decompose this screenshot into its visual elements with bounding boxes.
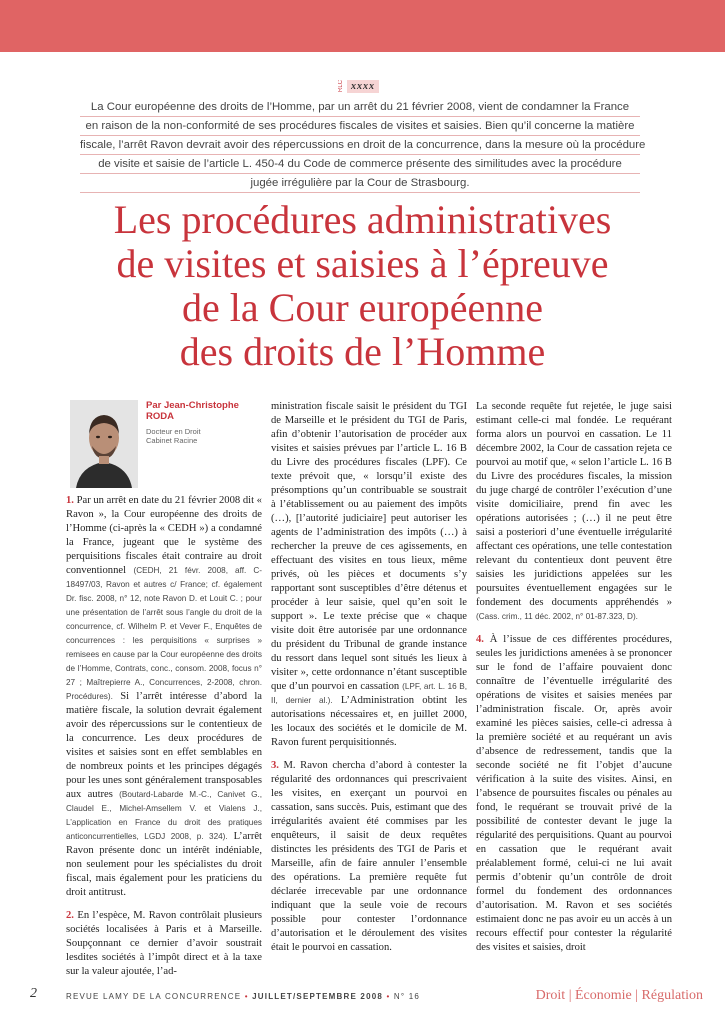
author-name: RODA — [146, 411, 174, 422]
paragraph-2-continued — [271, 400, 467, 750]
author-byline — [146, 400, 258, 445]
separator-dot: • — [244, 992, 249, 1001]
paragraph-number: 3. — [271, 760, 279, 771]
title-line: de visites et saisies à l’épreuve — [116, 241, 609, 286]
paragraph-text: L’Administration obtint les autorisations nécessaires et, en juillet 2000, les locaux des sociétés et le domicile de M. Ravon furent perquisitionnés. — [271, 695, 467, 748]
journal-number: N° 16 — [393, 992, 421, 1001]
journal-name: REVUE LAMY DE LA CONCURRENCE — [66, 992, 242, 1001]
author-role — [146, 427, 258, 445]
journal-issue: JUILLET/SEPTEMBRE 2008 — [252, 992, 384, 1001]
paragraph-3 — [271, 759, 467, 955]
paragraph-text: Si l’arrêt intéresse d’abord la matière fiscale, la solution devrait également avoir des répercussions sur le contentieux de la concurrence. Les deux procédures de visites et saisies sont en effet semblables en de nombreux points et les principes dégagés pour les unes sont généralement transposables aux autres — [66, 691, 262, 800]
intro-line: de visite et saisie de l’article L. 450-4 du Code de commerce présente des similitudes avec la procédure — [80, 155, 640, 174]
author-by: Par Jean-Christophe — [146, 400, 239, 411]
author-photo — [70, 400, 138, 488]
header-color-band — [0, 0, 725, 52]
article-title — [40, 198, 685, 374]
intro-line: La Cour européenne des droits de l’Homme, par un arrêt du 21 février 2008, vient de condamner la France — [80, 98, 640, 117]
column-3 — [476, 400, 672, 964]
page-number: 2 — [30, 986, 37, 1001]
journal-line — [66, 992, 420, 1001]
paragraph-1 — [66, 494, 262, 900]
page-footer — [0, 986, 725, 1010]
footnote-inline: (LPF, art. L. 16 B, II, dernier al.). — [271, 682, 467, 705]
column-2 — [271, 400, 467, 964]
paragraph-text: ministration fiscale saisit le président du TGI de Marseille et le président du TGI de Paris, afin d’obtenir l’autorisation de procéder aux visites et saisies prévues par l’article L. 16 B du Livre des procédures fiscales (LPF). Ce texte prévoit que, « lorsqu’il existe des présomptions qu’un contribuable se soustrait à l’établissement ou au paiement des impôts (…), [l’autorité judiciaire] peut autoriser les agents de l’administration des impôts (…) à rechercher la preuve de ces agissements, en effectuant des visites en tous lieux, même privés, où les pièces et documents s’y rapportant sont susceptibles d’être détenus et procéder à leur saisie, quel qu’en soit le support ». Le texte précise que « chaque visite doit être autorisée par une ordonnance du président du Tribunal de grande instance du ressort dans lequel sont situés les lieux à visiter », cette ordonnance n’étant susceptible que d’un pourvoi en cassation — [271, 401, 467, 692]
paragraph-number: 2. — [66, 910, 74, 921]
separator-dot: • — [386, 992, 391, 1001]
intro-line: en raison de la non-conformité de ses procédures fiscales de visites et saisies. Bien qu’il concerne la matière — [80, 117, 640, 136]
paragraph-text: En l’espèce, M. Ravon contrôlait plusieurs sociétés localisées à Paris et à Marseille. Soupçonnant ce dernier d’avoir soustrait lesdites sociétés à l’impôt direct et à la taxe sur la valeur ajoutée, l’ad- — [66, 910, 262, 977]
footer-sections: Droit | Économie | Régulation — [535, 988, 703, 1003]
footnote-inline: (Cass. crim., 11 déc. 2002, n° 01-87.323, D). — [476, 612, 638, 621]
rubric-side-label: RLC — [338, 79, 344, 92]
intro-line: fiscale, l’arrêt Ravon devrait avoir des répercussions en droit de la concurrence, dans la mesure où la procédure — [80, 136, 640, 155]
author-role-line: Cabinet Racine — [146, 436, 198, 445]
paragraph-number: 1. — [66, 495, 74, 506]
author-role-line: Docteur en Droit — [146, 427, 201, 436]
paragraph-text: À l’issue de ces différentes procédures, seules les juridictions amenées à se prononcer sur le fond de l’affaire pouvaient donc connaître de l’éventuelle irrégularité des opérations de visites et saisies menées par l’administration fiscale. Or, après avoir examiné les pièces saisies, celle-ci adressa à la première société et au requérant un avis d’absence de redressement, tandis que la seconde société ne fit l’objet d’aucune vérification à la suite des visites. Ainsi, en l’absence de poursuites fiscales ou pénales au fond, le requérant se trouvait privé de la possibilité de contester devant le juge la régularité des perquisitions. Quant au pourvoi en cassation que le requérant avait préalablement formé, celui-ci ne lui avait permis d’obtenir qu’un contrôle de droit formel du fondement des ordonnances d’autorisation. M. Ravon et ses sociétés estimaient donc ne pas avoir eu un accès à un recours effectif pour contester la régularité des visites et saisies, droit — [476, 634, 672, 953]
paragraph-4 — [476, 633, 672, 955]
footnote-inline: (CEDH, 21 févr. 2008, aff. C-18497/03, Ravon et autres c/ France; cf. également Dr. fisc. 2008, n° 12, note Ravon D. et Louit C. ; pour une présentation de l’arrêt sous l’angle du droit de la concurrence, cf. Wilhelm P. et Vever F., Enquêtes de concurrences : les perquisitions « surprises » remisees en cause par la Cour européenne des droits de l’Homme, Contrats, conc., consom. 2008, focus n° 27 ; Maîtrepierre A., Concurrences, 2-2008, chron. Procédures). — [66, 566, 262, 701]
paragraph-text: L’arrêt Ravon présente donc un intérêt indéniable, non seulement pour les spécialistes du droit fiscal, mais également pour les praticiens du droit antitrust. — [66, 831, 262, 898]
paragraph-text: La seconde requête fut rejetée, le juge saisi estimant celle-ci mal fondée. Le requérant forma alors un pourvoi en cassation. Le 11 décembre 2002, la Cour de cassation rejeta ce pourvoi au motif que, « selon l’article L. 16 B du Livre des procédures fiscales, la mission du juge chargé de contrôler l’exécution d’une visite domiciliaire, prend fin avec les opérations autorisées ; (…) il ne peut être saisi a posteriori d’une éventuelle irrégularité affectant ces opérations, une telle contestation relevant du contentieux dont peuvent être saisies les juridictions appelées sur les poursuites éventuellement engagées sur le fondement des documents appréhendés » — [476, 401, 672, 608]
rubric-tag: xxxx — [347, 80, 379, 93]
column-1 — [66, 494, 262, 988]
title-line: Les procédures administratives — [113, 197, 612, 242]
title-line: de la Cour européenne — [182, 285, 543, 330]
paragraph-text: Par un arrêt en date du 21 février 2008 dit « Ravon », la Cour européenne des droits de l’Homme (ci-après la « CEDH ») a condamné la France, jugeant que le système des perquisitions fiscales était contraire au droit conventionnel — [66, 495, 262, 576]
paragraph-3-continued — [476, 400, 672, 624]
rubric — [338, 78, 379, 94]
paragraph-2 — [66, 909, 262, 979]
paragraph-number: 4. — [476, 634, 484, 645]
footnote-inline: (Boutard-Labarde M.-C., Canivet G., Claudel E., Michel-Amsellem V. et Vialens J., L’application en France du droit des pratiques anticoncurrentielles, LGDJ 2008, p. 324). — [66, 790, 262, 841]
paragraph-text: M. Ravon chercha d’abord à contester la régularité des ordonnances qui prescrivaient les visites, en exerçant un pourvoi en cassation, sans succès. Puis, estimant que des irrégularités avaient été commises par les enquêteurs, il saisit de deux requêtes distinctes les présidents des TGI de Paris et Marseille, afin de faire annuler l’ensemble des opérations. La première requête fut déclarée irrecevable par une ordonnance indiquant que la seule voie de recours possible pour contester l’ordonnance d’autorisation et le déroulement des visites était le pourvoi en cassation. — [271, 760, 468, 953]
intro-line: jugée irrégulière par la Cour de Strasbourg. — [80, 174, 640, 193]
title-line: des droits de l’Homme — [179, 329, 546, 374]
intro-paragraph — [80, 98, 646, 193]
